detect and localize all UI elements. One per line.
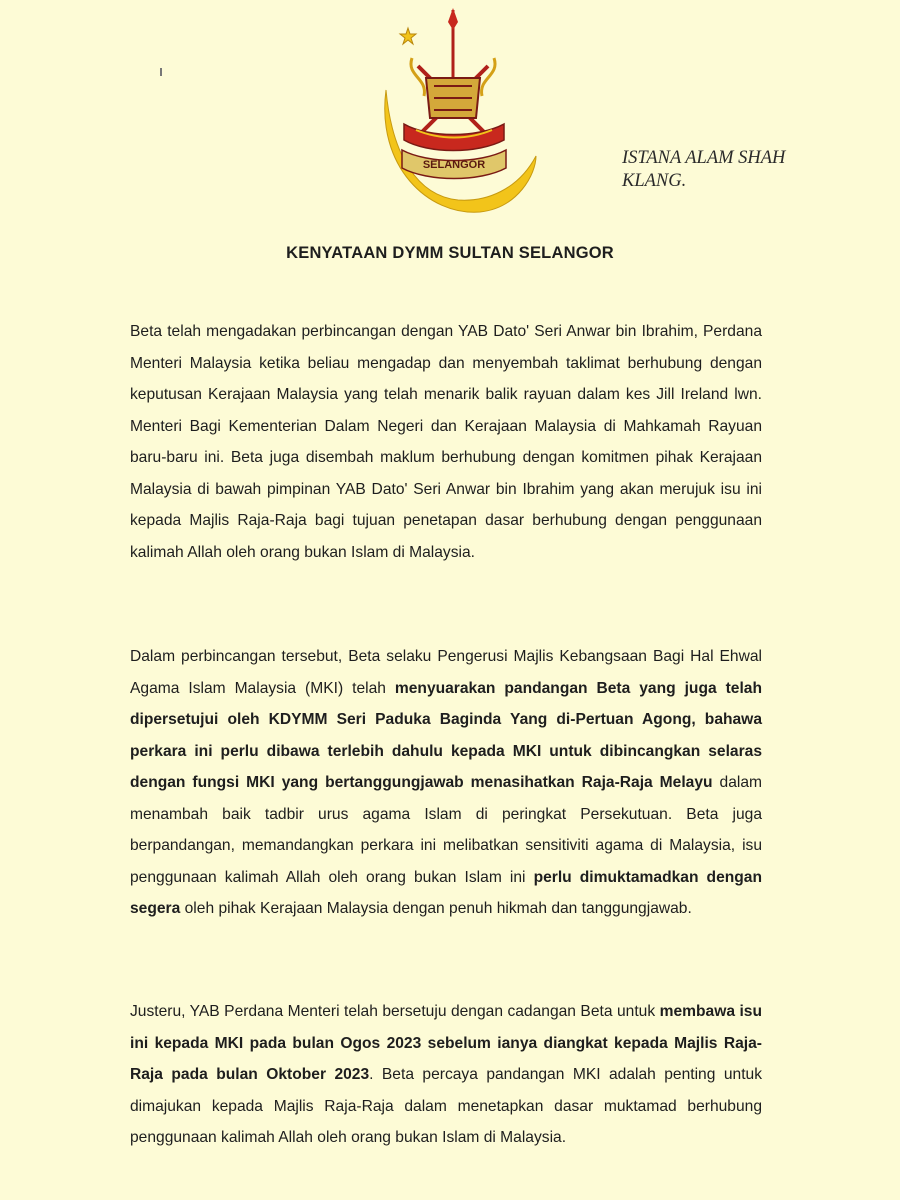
scan-speck (160, 68, 162, 76)
paragraph-2-text-1: Dalam perbincangan tersebut, Beta selaku Pengerusi Majlis Kebangsaan Bagi Hal Ehwal Agama Islam Malaysia (MKI) telah (130, 648, 762, 697)
paragraph-3-text-1: Justeru, YAB Perdana Menteri telah bersetuju dengan cadangan Beta untuk (130, 1003, 660, 1020)
paragraph-2-text-3: oleh pihak Kerajaan Malaysia dengan penuh hikmah dan tanggungjawab. (180, 900, 692, 917)
paragraph-3-text-2: . Beta percaya pandangan MKI adalah penting untuk dimajukan kepada Majlis Raja-Raja dalam menetapkan dasar muktamad berhubung penggunaan kalimah Allah oleh orang bukan Islam di Malaysia. (130, 1066, 762, 1146)
address-line-2: KLANG. (622, 171, 687, 191)
letterhead-address (622, 147, 785, 193)
paragraph-2-bold-1: menyuarakan pandangan Beta yang juga telah dipersetujui oleh KDYMM Seri Paduka Baginda Yang di-Pertuan Agong, bahawa perkara ini perlu dibawa terlebih dahulu kepada MKI untuk dibincangkan selaras dengan fungsi MKI yang bertanggungjawab menasihatkan Raja-Raja Melayu (130, 679, 762, 791)
crest-scroll-text: SELANGOR (422, 159, 486, 171)
paragraph-3-bold-1: membawa isu ini kepada MKI pada bulan Ogos 2023 sebelum ianya diangkat kepada Majlis Raja-Raja pada bulan Oktober 2023 (130, 1003, 762, 1083)
paragraph-1: Beta telah mengadakan perbincangan dengan YAB Dato' Seri Anwar bin Ibrahim, Perdana Menteri Malaysia ketika beliau mengadap dan menyembah taklimat berhubung dengan keputusan Kerajaan Malaysia yang telah menarik balik rayuan dalam kes Jill Ireland lwn. Menteri Bagi Kementerian Dalam Negeri dan Kerajaan Malaysia di Mahkamah Rayuan baru-baru ini. Beta juga disembah maklum berhubung dengan komitmen pihak Kerajaan Malaysia di bawah pimpinan YAB Dato' Seri Anwar bin Ibrahim yang akan merujuk isu ini kepada Majlis Raja-Raja bagi tujuan penetapan dasar berhubung dengan penggunaan kalimah Allah oleh orang bukan Islam di Malaysia. (130, 323, 762, 561)
paragraph-3 (130, 996, 762, 1154)
paragraph-2-text-2: dalam menambah baik tadbir urus agama Islam di peringkat Persekutuan. Beta juga berpandangan, memandangkan perkara ini melibatkan sensitiviti agama di Malaysia, isu penggunaan kalimah Allah oleh orang bukan Islam ini (130, 774, 763, 886)
selangor-crest-logo (368, 6, 538, 218)
paragraph-2-bold-2: perlu dimuktamadkan dengan segera (130, 868, 762, 917)
document-title: KENYATAAN DYMM SULTAN SELANGOR (286, 244, 614, 262)
address-line-1: ISTANA ALAM SHAH (622, 148, 786, 168)
paragraph-2 (130, 641, 762, 925)
